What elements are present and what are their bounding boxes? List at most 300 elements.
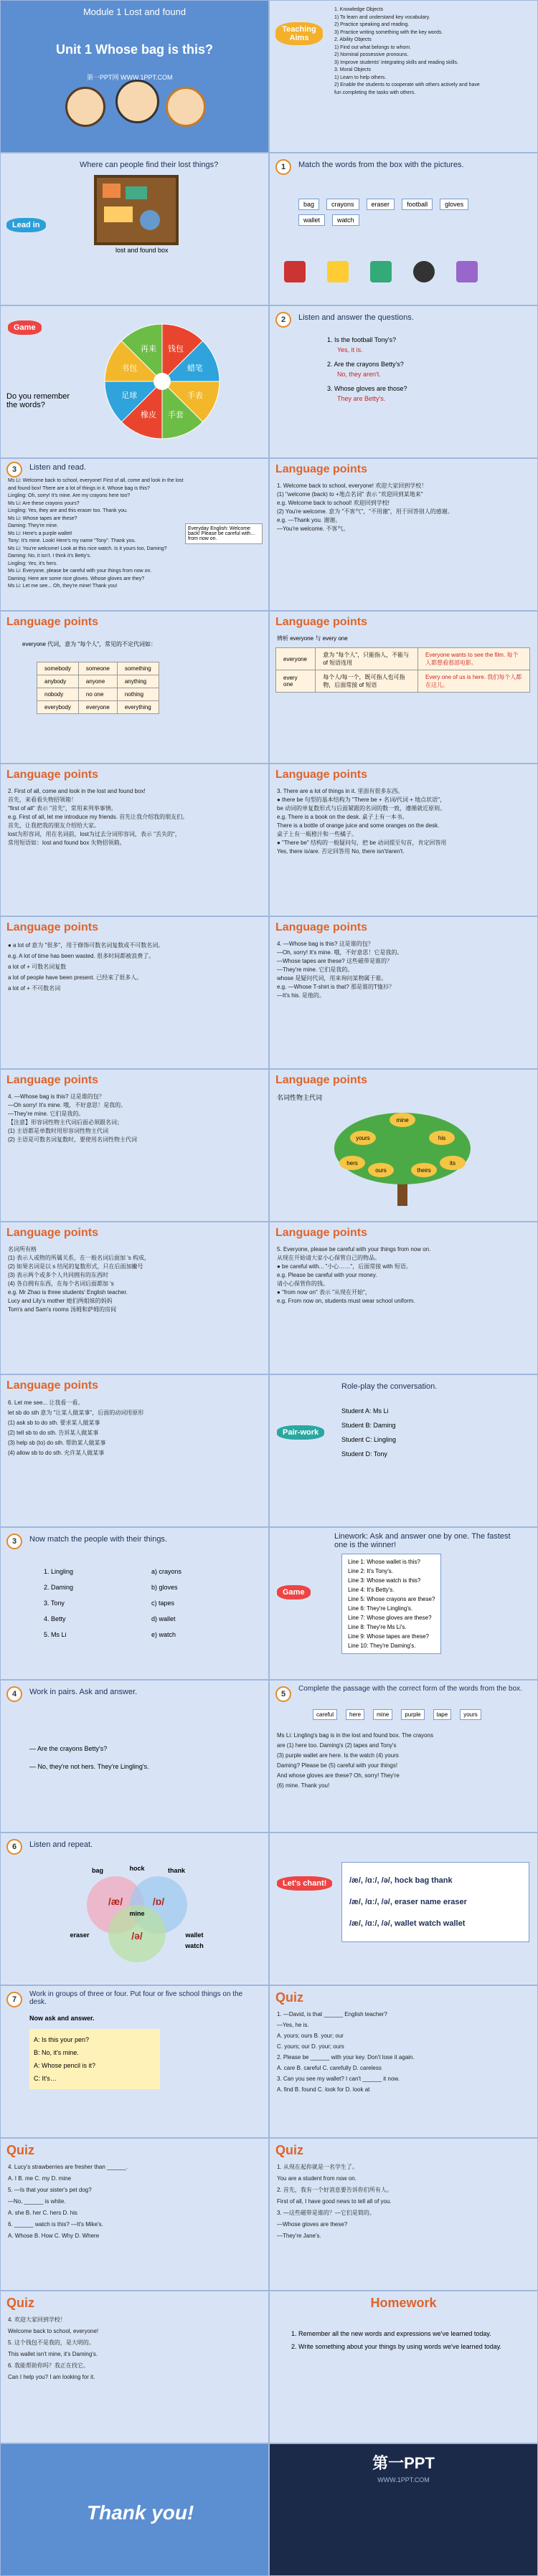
quiz-line: You are a student from now on. — [277, 2175, 357, 2182]
kids-illustration — [65, 80, 202, 130]
people-match-slide — [1, 1528, 268, 1679]
objective-line: 3. Moral Objects — [334, 67, 371, 72]
person-item: 1. Lingling — [44, 1568, 74, 1575]
dialogue-line: Daming: Here are some nice gloves. Whose gloves are they? — [8, 576, 145, 581]
lp-line: e.g. —Thank you. 谢谢。 — [277, 517, 341, 523]
roles-list — [341, 1404, 456, 1461]
lp-line: (4) 各自拥有东西，在每个名词后面都加 's — [8, 1280, 114, 1287]
answer: They are Betty's. — [337, 395, 386, 402]
linework-line: Line 10: They're Daming's. — [348, 1643, 416, 1649]
chant-line-1: /æ/, /ɑː/, /ə/, hock bag thank — [349, 1876, 453, 1885]
lp-line: lost为形容词，用在名词前，lost为过去分词形容词，表示 "丢失的"， — [8, 831, 181, 837]
lp12-text — [8, 1398, 261, 1458]
step-number: 1 — [275, 159, 291, 175]
dialogue-line: Lingling: Oh, sorry! It's mine. Are my crayons here too? — [8, 493, 131, 498]
lp4-text — [8, 787, 261, 847]
lp-line: ● there be 句型的基本结构为 "There be + 名词/代词 + 地点状语"， — [277, 797, 446, 803]
step-number: 4 — [6, 1686, 22, 1702]
table-cell: every one — [276, 670, 316, 693]
quiz1-text — [277, 2009, 530, 2095]
quiz-line: This wallet isn't mine, it's Daming's. — [8, 2351, 98, 2357]
lp-title: Language points — [275, 1074, 367, 1086]
lp-line: e.g. Please be careful with your money. — [277, 1272, 377, 1278]
lp-title: Language points — [275, 769, 367, 781]
pairs4-instruction: Work in pairs. Ask and answer. — [29, 1688, 138, 1696]
word-chip: football — [402, 199, 433, 210]
thanks-slide — [1, 2444, 268, 2575]
word-chip: purple — [401, 1709, 424, 1720]
lp-line: whose 是疑问代词，用来询问某物属于谁。 — [277, 975, 387, 982]
listen-slide — [270, 306, 537, 457]
dialogue-line: C: It's… — [34, 2075, 57, 2082]
dialogue-line: B: No, it's mine. — [34, 2049, 79, 2056]
table-cell: everyone — [276, 648, 316, 670]
pronoun-label: mine — [396, 1117, 409, 1123]
ad-url[interactable]: WWW.1PPT.COM — [377, 2476, 430, 2484]
quiz-line: 4. Lucy's strawberries are fresher than ______. — [8, 2164, 128, 2170]
game-badge: Game — [8, 320, 42, 335]
thing-item: d) wallet — [151, 1615, 176, 1622]
quiz1-slide — [270, 1986, 537, 2137]
linework-slide — [270, 1528, 537, 1679]
linework-instruction: Linework: Ask and answer one by one. The fastest one is the winner! — [334, 1532, 511, 1549]
lp7-slide — [270, 917, 537, 1068]
chant-line-2: /æ/, /ɑː/, /ə/, eraser name eraser — [349, 1898, 467, 1906]
lp2-intro: everyone 代词，意为 "每个人"，常见的不定代词如： — [22, 641, 157, 647]
person-item: 2. Daming — [44, 1584, 74, 1591]
cover-brand: 第一PPT网 WWW.1PPT.COM — [87, 74, 173, 81]
lp-title: Language points — [6, 616, 98, 628]
quiz-line: —Whose gloves are these? — [277, 2221, 348, 2228]
quiz-line: A. I B. me C. my D. mine — [8, 2175, 72, 2182]
quiz-line: 3. —这些磁带是谁的？—它们是简的。 — [277, 2210, 375, 2216]
lp-line: 名词所有格 — [8, 1246, 37, 1253]
thing-item: b) gloves — [151, 1584, 178, 1591]
lp1-text — [277, 482, 530, 533]
dialogue-line: Ms Li: Are these crayons yours? — [8, 500, 80, 506]
pair-title: Role-play the conversation. — [341, 1382, 438, 1391]
quiz-line: 3. Can you see my wallet? I can't ______ it now. — [277, 2076, 400, 2082]
person-item: 3. Tony — [44, 1600, 65, 1607]
dialogue-line: Daming: They're mine. — [8, 523, 59, 528]
chant-slide — [270, 1833, 537, 1985]
linework-list — [341, 1554, 441, 1654]
objective-line: fun completing the tasks with others. — [334, 90, 416, 95]
venn-diagram — [65, 1862, 209, 1969]
dialogue-line: A: Is this your pen? — [34, 2036, 90, 2043]
lp-title: Language points — [275, 1227, 367, 1239]
passage-line: Ms Li: Lingling's bag is in the lost and found box. The crayons — [277, 1732, 433, 1739]
match-instruction: Match the words from the box with the pictures. — [298, 161, 464, 169]
quiz4-text — [8, 2314, 261, 2383]
quiz4-slide — [1, 2291, 268, 2443]
word-label: bag — [91, 1867, 104, 1874]
question: 1. Is the football Tony's? — [327, 336, 397, 343]
objective-line: 2) Practice speaking and reading. — [334, 22, 410, 27]
lead-in-badge: Lead in — [6, 218, 46, 232]
lp-line: 2. First of all, come and look in the lost and found box! — [8, 788, 146, 794]
quiz-line: —They're Jane's. — [277, 2233, 321, 2239]
homework-line: 2. Write something about your things by using words we've learned today. — [291, 2343, 502, 2350]
table-cell: Every one of us is here. 我们每个人都在这儿。 — [418, 670, 530, 693]
linework-line: Line 5: Whose crayons are these? — [348, 1596, 435, 1602]
lp-line: —They're mine. 它们是我的。 — [277, 966, 354, 973]
lp-line: There is a bottle of orange juice and some oranges on the desk. — [277, 822, 440, 829]
box-caption: lost and found box — [115, 247, 169, 254]
chant-line-3: /æ/, /ɑː/, /ə/, wallet watch wallet — [349, 1919, 466, 1928]
wheel-label: 手表 — [187, 391, 203, 400]
lp-line: ● a lot of 意为 "很多"，用于修饰可数名词复数或不可数名词。 — [8, 942, 164, 949]
quiz3-slide — [270, 2139, 537, 2290]
lp-line: Lucy and Lily's mother 她们两姐妹的妈妈 — [8, 1298, 113, 1304]
lp-line: (2) 主语是可数名词复数时，要使用名词性物主代词 — [8, 1136, 137, 1143]
groups-instruction: Work in groups of three or four. Put four or five school things on the desk. — [29, 1990, 243, 2006]
linework-line: Line 9: Whose tapes are these? — [348, 1633, 429, 1640]
passage-line: (3) purple wallet are here. Is the watch (4) yours — [277, 1752, 399, 1759]
table-cell: nobody — [37, 688, 79, 701]
passage-line: And whose gloves are these? Oh, sorry! They're — [277, 1772, 400, 1779]
step-number: 2 — [275, 312, 291, 328]
lp-line: —It's his. 是他的。 — [277, 992, 325, 999]
quiz-line: 2. 首先，我有一个好消息要告诉你们所有人。 — [277, 2187, 392, 2193]
word-chip: crayons — [326, 199, 359, 210]
lp-title: Language points — [275, 463, 367, 475]
step-number: 7 — [6, 1992, 22, 2007]
quiz-line: 6. ______ watch is this? —It's Mike's. — [8, 2221, 103, 2228]
step-number: 3 — [6, 1534, 22, 1549]
quiz-line: 5. 这个钱包不是我的，是大明的。 — [8, 2339, 95, 2346]
pairs4-answer: — No, they're not hers. They're Lingling's. — [29, 1763, 149, 1770]
answer: Yes, it is. — [337, 346, 363, 353]
table-cell: everybody — [37, 701, 79, 714]
lp-title: Language points — [6, 1074, 98, 1086]
tree-center-label: 名词性物主代词 — [277, 1094, 323, 1101]
quiz-line: 1. 从现在起你就是一名学生了。 — [277, 2164, 358, 2170]
lp-line: be 动词的单复数形式与后面紧跟的名词的数一致，遵循就近原则。 — [277, 805, 446, 812]
quiz3-text — [277, 2162, 530, 2242]
lp-line: (1) 表示人或物的所属关系，在一般名词后面加 's 构成， — [8, 1255, 150, 1261]
pairwork-slide — [270, 1375, 537, 1526]
role-item: Student A: Ms Li — [341, 1407, 389, 1415]
game-wheel-slide — [1, 306, 268, 457]
groups-dialogue — [29, 2029, 160, 2089]
pronoun-label: yours — [356, 1135, 370, 1141]
lp-line: (2) You're welcome. 意为 "不客气"，"不用谢"，用于回答别人的感谢。 — [277, 508, 453, 515]
table-cell: someone — [78, 662, 117, 675]
table-cell: 意为 "每个人"，只能指人，不能与 of 短语连用 — [316, 648, 418, 670]
passage-instruction: Complete the passage with the correct form of the words from the box. — [298, 1685, 522, 1693]
wheel-label: 钱包 — [167, 345, 184, 354]
lp2-slide — [1, 612, 268, 763]
lp7-text — [277, 940, 530, 1000]
word-label: wallet — [185, 1931, 204, 1939]
quiz-line: C. yours; our D. your; ours — [277, 2043, 344, 2050]
linework-line: Line 8: They're Ms Li's. — [348, 1624, 407, 1630]
repeat-instruction: Listen and repeat. — [29, 1840, 93, 1849]
dialogue-line: and found box! There are a lot of things in it. Whose bag is this? — [8, 485, 150, 491]
lp11-slide — [1, 1222, 268, 1374]
lp6-slide — [1, 917, 268, 1068]
homework-list — [291, 2327, 516, 2353]
objective-line: 1) To learn and understand key vocabulary. — [334, 14, 430, 20]
quiz-line: 5. —Is that your sister's pet dog? — [8, 2187, 92, 2193]
table-cell: anything — [117, 675, 159, 688]
lp4-slide — [1, 764, 268, 916]
dialogue-instruction: Listen and read. — [29, 463, 86, 472]
lp6-text — [8, 940, 261, 994]
linework-line: Line 6: They're Lingling's. — [348, 1605, 413, 1612]
cover-module: Module 1 Lost and found — [82, 6, 187, 17]
lp9-slide — [1, 1070, 268, 1221]
step-number: 3 — [6, 462, 22, 477]
person-item: 5. Ms Li — [44, 1631, 67, 1638]
table-cell: something — [117, 662, 159, 675]
lp-line: a lot of + 不可数名词 — [8, 985, 61, 992]
table-cell: everything — [117, 701, 159, 714]
question: 3. Whose gloves are those? — [327, 385, 407, 392]
lp-line: (3) help sb (to) do sth. 帮助某人做某事 — [8, 1440, 106, 1446]
linework-line: Line 2: It's Tony's. — [348, 1568, 393, 1574]
pronoun-tree — [313, 1098, 492, 1213]
lp-line: Yes, there is/are. 否定回答用 No, there isn't/aren't. — [277, 848, 405, 855]
lp3-intro: 辨析 everyone 与 every one — [277, 635, 348, 642]
thing-item: c) tapes — [151, 1600, 175, 1607]
lp-line: (2) 如果名词是以 s 结尾的复数形式，只在后面加撇号 — [8, 1263, 143, 1270]
lp11-text — [8, 1245, 261, 1314]
word-box — [298, 196, 492, 228]
thing-item: a) crayons — [151, 1568, 182, 1575]
lp-line: a lot of people have been present. 已经来了很多人。 — [8, 974, 143, 981]
pronoun-table — [37, 662, 159, 714]
pairwork-badge: Pair-work — [277, 1425, 324, 1440]
cover-unit: Unit 1 Whose bag is this? — [55, 42, 213, 57]
quiz2-text — [8, 2162, 261, 2242]
word-chip: mine — [373, 1709, 392, 1720]
quiz-line: A. Whose B. How C. Why D. Where — [8, 2233, 100, 2239]
lp-line: —Whose tapes are these? 这些磁带是谁的？ — [277, 958, 392, 964]
ad-slide — [270, 2444, 537, 2575]
phoneme-label: /ɒ/ — [152, 1896, 165, 1907]
dialogue-line: Ms Li: Whose tapes are these? — [8, 515, 77, 521]
table-cell: everyone — [78, 701, 117, 714]
dialogue-line: Lingling: Yes, they are and this eraser too. Thank you. — [8, 508, 128, 513]
lp12-slide — [1, 1375, 268, 1526]
lp10-slide — [270, 1222, 537, 1374]
objective-line: 3) Improve students' integrating skills and reading skills. — [334, 60, 458, 65]
answer: No, they aren't. — [337, 371, 381, 378]
quiz-line: 6. 我能帮助你吗？我正在找它。 — [8, 2362, 89, 2369]
objectives-slide — [270, 1, 537, 152]
word-chip: gloves — [440, 199, 468, 210]
lp-line: e.g. Mr Zhao is three students' English teacher. — [8, 1289, 128, 1296]
phoneme-label: /æ/ — [108, 1896, 123, 1907]
word-chip: here — [346, 1709, 364, 1720]
people-column — [44, 1564, 73, 1643]
passage-line: are (1) here too. Daming's (2) tapes and Tony's — [277, 1742, 397, 1749]
question: 2. Are the crayons Betty's? — [327, 361, 404, 368]
objective-line: 1) Find out what belongs to whom. — [334, 44, 412, 50]
qa-list — [327, 335, 407, 408]
lp-line: e.g. First of all, let me introduce my friends. 首先让我介绍我的朋友们。 — [8, 814, 189, 820]
objective-line: 1) Learn to help others. — [334, 75, 387, 80]
lp-line: 1. Welcome back to school, everyone! 欢迎大家回到学校！ — [277, 483, 428, 489]
prize-wheel[interactable] — [101, 320, 223, 442]
lp-line: 4. —Whose bag is this? 这是谁的包？ — [8, 1093, 105, 1100]
role-item: Student B: Daming — [341, 1422, 396, 1429]
word-label: eraser — [70, 1931, 90, 1939]
quiz-line: —No, ______ is white. — [8, 2198, 66, 2205]
homework-slide — [270, 2291, 537, 2443]
dialogue-line: Lingling: Yes, it's hers. — [8, 561, 58, 566]
person-item: 4. Betty — [44, 1615, 66, 1622]
lp-line: let sb do sth 意为 "让某人做某事"，后面的动词用原形 — [8, 1410, 144, 1416]
word-chip: bag — [298, 199, 319, 210]
lp8-slide — [270, 1070, 537, 1221]
lp-title: Language points — [6, 769, 98, 781]
listen-instruction: Listen and answer the questions. — [298, 313, 414, 322]
wheel-label: 书包 — [121, 364, 138, 374]
compare-table — [275, 647, 530, 693]
pronoun-label: his — [438, 1135, 446, 1141]
lp-line: —They're mine. 它们是我的。 — [8, 1111, 85, 1117]
word-chip: tape — [433, 1709, 452, 1720]
lp-line: 3. There are a lot of things in it. 里面有很多东西。 — [277, 788, 404, 794]
things-column — [151, 1564, 181, 1643]
step-number: 6 — [6, 1839, 22, 1855]
match-slide — [270, 153, 537, 305]
word-chip: watch — [332, 214, 359, 226]
dialogue-line: Ms Li: Welcome back to school, everyone! First of all, come and look in the lost — [8, 478, 184, 483]
lp-line: 6. Let me see... 让我看一看。 — [8, 1399, 84, 1406]
lp-line: e.g. There is a book on the desk. 桌子上有一本书。 — [277, 814, 408, 820]
lp-line: —Oh sorry! It's mine. 哦，不好意思！是我的。 — [8, 1102, 127, 1108]
lp-title: Language points — [6, 921, 98, 933]
word-chip: careful — [313, 1709, 337, 1720]
dialogue-line: Ms Li: Everyone, please be careful with your things from now on. — [8, 569, 152, 574]
table-cell: anyone — [78, 675, 117, 688]
quiz-title: Quiz — [6, 2296, 34, 2310]
people-instruction: Now match the people with their things. — [29, 1535, 167, 1544]
word-chip: yours — [460, 1709, 481, 1720]
lp-line: 从现在开始请大家小心保管自己的物品。 — [277, 1255, 380, 1261]
wheel-label: 手套 — [167, 410, 184, 419]
lp1-slide — [270, 459, 537, 610]
dialogue-line: Ms Li: Here's a purple wallet! — [8, 531, 72, 536]
objective-line: 2. Ability Objects — [334, 37, 372, 42]
quiz-line: 4. 欢迎大家回到学校！ — [8, 2316, 66, 2323]
table-cell: anybody — [37, 675, 79, 688]
phoneme-label: /ə/ — [131, 1930, 143, 1941]
quiz-line: Welcome back to school, everyone! — [8, 2328, 99, 2334]
groups-slide — [1, 1986, 268, 2137]
passage-line: Daming? Please be (5) careful with your things! — [277, 1762, 398, 1769]
quiz-line: Can I help you? I am looking for it. — [8, 2374, 95, 2380]
step-number: 5 — [275, 1686, 291, 1702]
lp3-slide — [270, 612, 537, 763]
quiz-line: —Yes, he is. — [277, 2022, 309, 2028]
thing-item: e) watch — [151, 1631, 176, 1638]
pronoun-label: ours — [375, 1167, 387, 1174]
word-label: mine — [129, 1910, 145, 1917]
lp-line: ● "from now on" 表示 "从现在开始"， — [277, 1289, 371, 1296]
lp-line: "first of all" 表示 "首先"，常用来列举事情。 — [8, 805, 117, 812]
table-cell: nothing — [117, 688, 159, 701]
lp-line: (1) ask sb to do sth. 要求某人做某事 — [8, 1420, 100, 1426]
lp-line: 首先，来看看失物招领箱！ — [8, 797, 77, 803]
homework-title: Homework — [370, 2296, 437, 2310]
quiz-title: Quiz — [6, 2143, 34, 2157]
lp-line: —Oh, sorry! It's mine. 哦，不好意思！它是我的。 — [277, 949, 403, 956]
pairs4-slide — [1, 1681, 268, 1832]
pronoun-label: hers — [346, 1160, 358, 1166]
word-box — [313, 1709, 490, 1720]
objective-line: 3) Practice writing something with the key words. — [334, 29, 443, 35]
table-cell: 每个人/每一个，既可指人也可指物，后面常接 of 短语 — [316, 670, 418, 693]
leadin-slide — [1, 153, 268, 305]
quiz-title: Quiz — [275, 2143, 303, 2157]
role-item: Student C: Lingling — [341, 1436, 397, 1443]
repeat-slide — [1, 1833, 268, 1985]
dialogue-line: Ms Li: You're welcome! Look at this nice watch. Is it yours too, Daming? — [8, 546, 167, 551]
pairs4-question: — Are the crayons Betty's? — [29, 1745, 108, 1752]
dialogue-line: Ms Li: Let me see... Oh, they're mine! Thank you! — [8, 584, 118, 589]
groups-sub: Now ask and answer. — [29, 2015, 95, 2022]
linework-line: Line 4: It's Betty's. — [348, 1587, 395, 1593]
leadin-question: Where can people find their lost things? — [80, 161, 219, 169]
passage-slide — [270, 1681, 537, 1832]
lp-line: ● be careful with... "小心……"，后面常接 with 短语。 — [277, 1263, 412, 1270]
lp5-slide — [270, 764, 537, 916]
lp-title: Language points — [275, 616, 367, 628]
lp-line: e.g. —Whose T-shirt is that? 那是谁的T恤衫？ — [277, 984, 395, 990]
passage-text — [277, 1731, 530, 1791]
wheel-label: 橡皮 — [141, 410, 157, 419]
lp-line: 桌子上有一瓶橙汁和一些橘子。 — [277, 831, 357, 837]
lp-line: 请小心保管你的钱。 — [277, 1280, 329, 1287]
word-label: thank — [167, 1867, 186, 1874]
lp-line: 常用短语如：lost and found box 失物招领箱。 — [8, 840, 126, 846]
objective-line: 2) Nominal possessive pronouns. — [334, 52, 409, 57]
quiz2-slide — [1, 2139, 268, 2290]
quiz-title: Quiz — [275, 1990, 303, 2005]
wheel-hub[interactable] — [154, 373, 171, 390]
linework-line: Line 1: Whose wallet is this? — [348, 1559, 420, 1565]
objectives-list — [334, 6, 530, 97]
teaching-aims-badge: Teaching Aims — [275, 22, 323, 45]
lp-line: 5. Everyone, please be careful with your things from now on. — [277, 1246, 431, 1253]
linework-line: Line 7: Whose gloves are these? — [348, 1615, 432, 1621]
pronoun-label: its — [450, 1160, 456, 1166]
quiz-line: A. she B. her C. hers D. his — [8, 2210, 77, 2216]
pronoun-label: theirs — [417, 1167, 431, 1174]
word-chip: wallet — [298, 214, 325, 226]
dialogue-line: A: Whose pencil is it? — [34, 2062, 96, 2069]
game-badge: Game — [277, 1585, 311, 1600]
cover-slide — [1, 1, 268, 152]
lp-line: ● "There be" 结构的一般疑问句，把 be 动词提至句首，肯定回答用 — [277, 840, 447, 846]
lp-line: (3) 表示两个或多个人共同拥有的东西时 — [8, 1272, 108, 1278]
table-cell: Everyone wants to see the film. 每个人都想看那部电影。 — [418, 648, 530, 670]
chant-badge: Let's chant! — [277, 1876, 332, 1891]
lp-line: Tom's and Sam's rooms 汤姆和萨姆的房间 — [8, 1306, 117, 1313]
chant-box — [341, 1862, 529, 1942]
lp-title: Language points — [6, 1379, 98, 1392]
lp-line: 【注意】形容词性物主代词后面必须跟名词； — [8, 1119, 123, 1126]
lp-line: —You're welcome. 不客气。 — [277, 526, 349, 532]
lp-line: 4. —Whose bag is this? 这是谁的包？ — [277, 941, 374, 947]
lp-line: e.g. From now on, students must wear school uniform. — [277, 1298, 415, 1304]
quiz-line: 1. —David, is that ______ English teacher? — [277, 2011, 387, 2017]
